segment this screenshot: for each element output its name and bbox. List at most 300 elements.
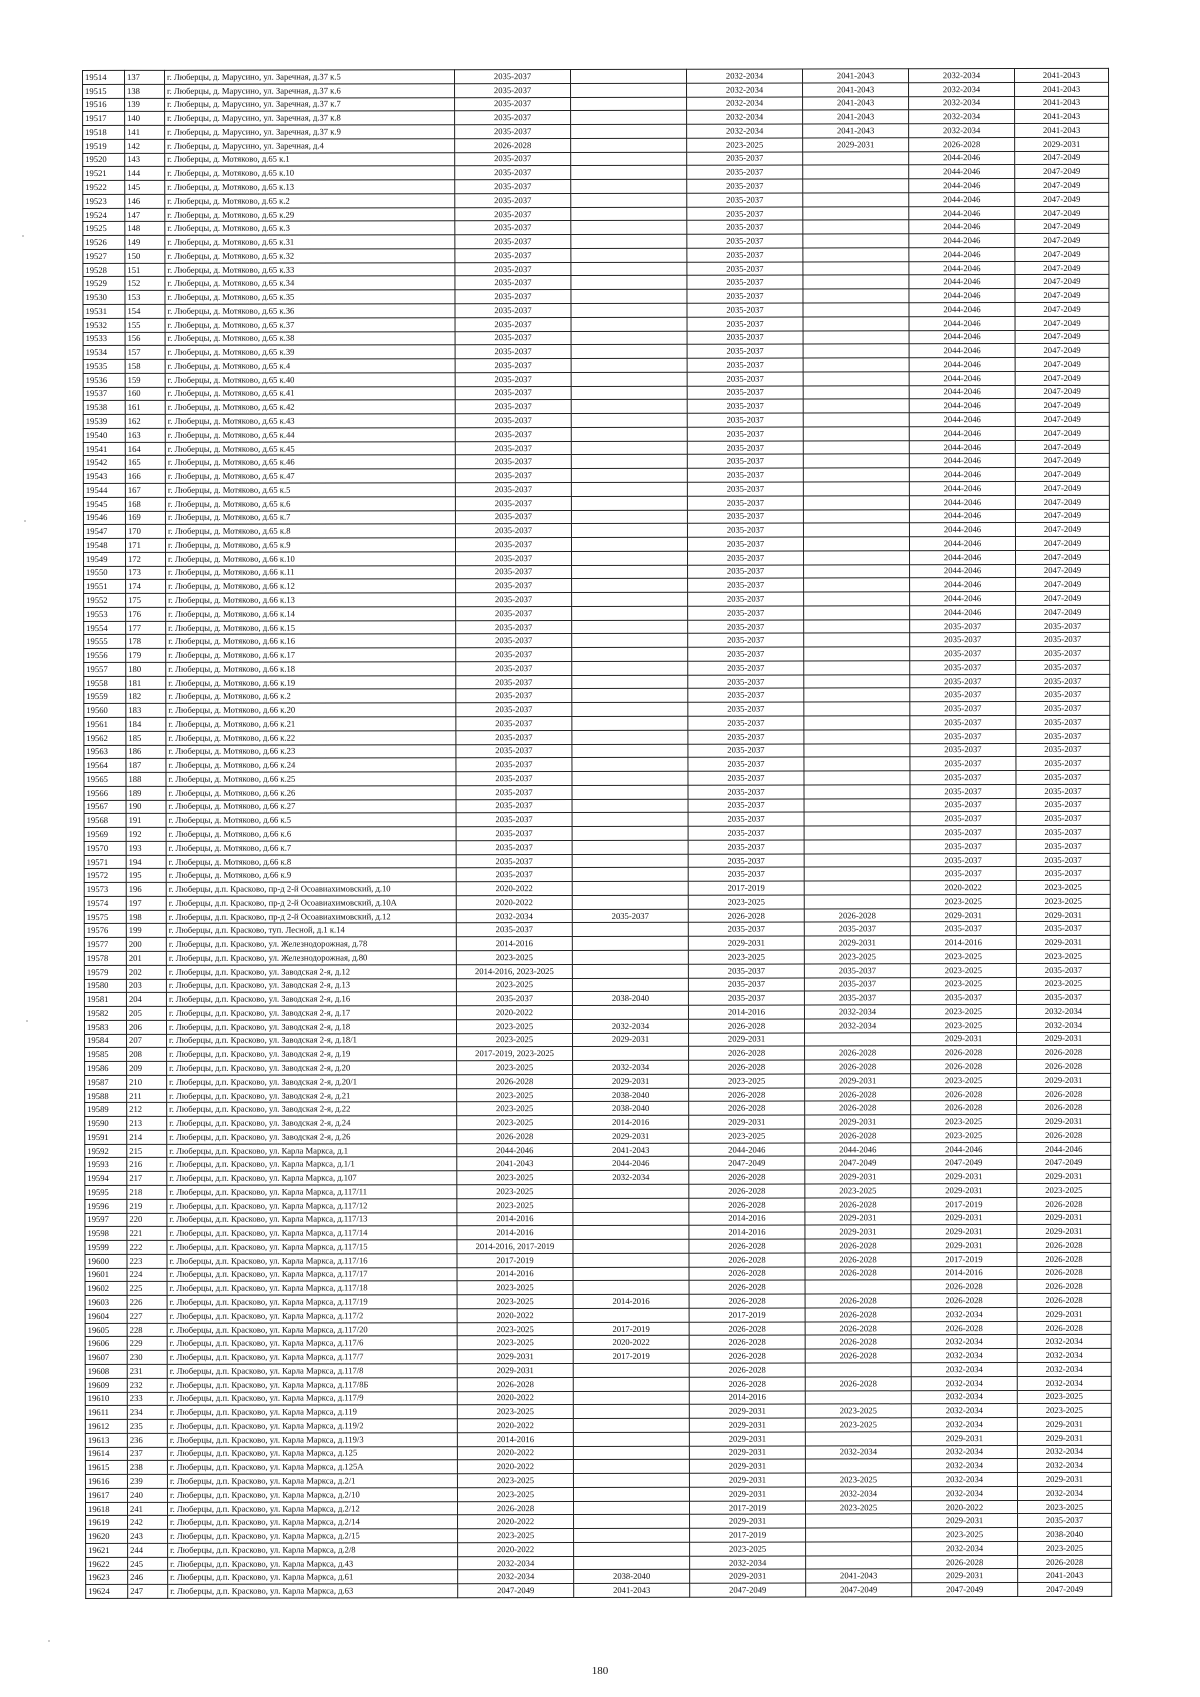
period-col5 (571, 303, 687, 317)
period-col4: 2023-2025 (457, 1102, 573, 1116)
row-seq: 159 (125, 373, 165, 387)
address-cell: г. Люберцы, д. Марусино, ул. Заречная, д.37 к.9 (165, 125, 455, 139)
address-cell: г. Люберцы, д.п. Красково, ул. Карла Маркса, д.125А (167, 1460, 457, 1474)
address-cell: г. Люберцы, д. Мотяково, д.66 к.13 (166, 593, 456, 607)
row-seq: 239 (127, 1474, 167, 1488)
period-col9: 2035-2037 (1016, 825, 1110, 839)
period-col5 (571, 248, 687, 262)
address-cell: г. Люберцы, д. Марусино, ул. Заречная, д.4 (165, 139, 455, 153)
period-col6: 2035-2037 (688, 606, 804, 620)
period-col9: 2047-2049 (1018, 1583, 1112, 1597)
period-col8: 2044-2046 (909, 179, 1015, 193)
period-col6: 2026-2028 (689, 1088, 805, 1102)
period-col9: 2032-2034 (1017, 1445, 1111, 1459)
period-col7 (803, 358, 909, 372)
period-col6: 2035-2037 (688, 799, 804, 813)
row-seq: 176 (126, 607, 166, 621)
period-col8: 2035-2037 (910, 771, 1016, 785)
period-col8: 2044-2046 (909, 426, 1015, 440)
period-col9: 2029-2031 (1017, 1472, 1111, 1486)
address-cell: г. Люберцы, д. Мотяково, д.65 к.13 (165, 180, 455, 194)
address-cell: г. Люберцы, д. Мотяково, д.65 к.34 (165, 276, 455, 290)
row-seq: 183 (126, 704, 166, 718)
period-col7 (805, 1032, 911, 1046)
period-col7: 2041-2043 (806, 1569, 912, 1583)
period-col8: 2032-2034 (912, 1541, 1018, 1555)
row-id: 19603 (85, 1296, 127, 1310)
period-col4: 2023-2025 (457, 1171, 573, 1185)
period-col5 (572, 978, 688, 992)
period-col7 (804, 743, 910, 757)
table-body (83, 68, 1112, 1598)
period-col7: 2044-2046 (805, 1142, 911, 1156)
period-col9: 2047-2049 (1015, 385, 1109, 399)
row-id: 19582 (84, 1006, 126, 1020)
row-seq: 163 (125, 428, 165, 442)
period-col4: 2023-2025 (457, 1336, 573, 1350)
row-id: 19593 (85, 1158, 127, 1172)
period-col6: 2035-2037 (687, 220, 803, 234)
period-col8: 2035-2037 (910, 702, 1016, 716)
row-seq: 144 (125, 167, 165, 181)
row-seq: 140 (125, 112, 165, 126)
period-col9: 2023-2025 (1017, 1500, 1111, 1514)
period-col6: 2026-2028 (689, 1377, 805, 1391)
period-col4: 2020-2022 (457, 1446, 573, 1460)
period-col4: 2035-2037 (456, 689, 572, 703)
period-col6: 2035-2037 (688, 922, 804, 936)
period-col6: 2026-2028 (689, 1060, 805, 1074)
period-col9: 2035-2037 (1018, 1514, 1112, 1528)
period-col8: 2035-2037 (910, 853, 1016, 867)
period-col6: 2017-2019 (688, 881, 804, 895)
period-col8: 2035-2037 (910, 647, 1016, 661)
period-col6: 2035-2037 (688, 661, 804, 675)
address-cell: г. Люберцы, д.п. Красково, ул. Заводская 2-я, д.13 (166, 978, 456, 992)
address-cell: г. Люберцы, д. Мотяково, д.65 к.44 (165, 428, 455, 442)
period-col7 (803, 523, 909, 537)
period-col5 (572, 936, 688, 950)
period-col5: 2017-2019 (573, 1349, 689, 1363)
period-col6: 2026-2028 (689, 1170, 805, 1184)
period-col9: 2023-2025 (1018, 1541, 1112, 1555)
period-col9: 2026-2028 (1017, 1101, 1111, 1115)
period-col7 (806, 1514, 912, 1528)
row-seq: 217 (127, 1172, 167, 1186)
scan-speck (24, 520, 26, 522)
period-col4: 2035-2037 (455, 317, 571, 331)
period-col9: 2041-2043 (1014, 68, 1108, 82)
row-seq: 162 (125, 414, 165, 428)
period-col6: 2035-2037 (687, 372, 803, 386)
period-col4: 2023-2025 (456, 1019, 572, 1033)
period-col5 (571, 496, 687, 510)
address-cell: г. Люберцы, д. Мотяково, д.66 к.18 (166, 662, 456, 676)
period-col8: 2032-2034 (911, 1376, 1017, 1390)
period-col6: 2029-2031 (690, 1514, 806, 1528)
period-col6: 2035-2037 (687, 193, 803, 207)
period-col8: 2035-2037 (910, 812, 1016, 826)
row-id: 19617 (85, 1488, 127, 1502)
address-cell: г. Люберцы, д.п. Красково, ул. Карла Маркса, д.2/10 (167, 1488, 457, 1502)
row-id: 19571 (84, 855, 126, 869)
period-col6: 2029-2031 (689, 1033, 805, 1047)
period-col7 (804, 661, 910, 675)
period-col7: 2026-2028 (805, 1129, 911, 1143)
period-col8: 2032-2034 (911, 1363, 1017, 1377)
period-col9: 2035-2037 (1016, 647, 1110, 661)
period-col5 (573, 1418, 689, 1432)
address-cell: г. Люберцы, д.п. Красково, ул. Карла Маркса, д.117/19 (167, 1295, 457, 1309)
period-col7: 2026-2028 (805, 1239, 911, 1253)
period-col6: 2035-2037 (688, 854, 804, 868)
period-col6: 2035-2037 (687, 344, 803, 358)
period-col6: 2035-2037 (687, 399, 803, 413)
period-col8: 2035-2037 (910, 867, 1016, 881)
period-col5: 2041-2043 (573, 1143, 689, 1157)
period-col9: 2047-2049 (1015, 206, 1109, 220)
row-seq: 202 (126, 965, 166, 979)
row-id: 19581 (84, 993, 126, 1007)
period-col9: 2035-2037 (1016, 743, 1110, 757)
period-col9: 2035-2037 (1016, 619, 1110, 633)
row-id: 19574 (84, 896, 126, 910)
row-seq: 145 (125, 180, 165, 194)
period-col4: 2035-2037 (456, 661, 572, 675)
period-col9: 2035-2037 (1016, 633, 1110, 647)
row-seq: 205 (126, 1006, 166, 1020)
row-seq: 223 (127, 1254, 167, 1268)
period-col9: 2026-2028 (1017, 1059, 1111, 1073)
period-col5 (571, 372, 687, 386)
period-col8: 2044-2046 (909, 206, 1015, 220)
period-col7 (804, 688, 910, 702)
period-col7: 2026-2028 (805, 1349, 911, 1363)
period-col4: 2035-2037 (455, 386, 571, 400)
row-seq: 178 (126, 635, 166, 649)
address-cell: г. Люберцы, д. Марусино, ул. Заречная, д.37 к.7 (165, 97, 455, 111)
period-col9: 2032-2034 (1017, 1335, 1111, 1349)
row-id: 19523 (83, 194, 125, 208)
period-col4: 2035-2037 (455, 469, 571, 483)
period-col8: 2026-2028 (911, 1294, 1017, 1308)
period-col9: 2035-2037 (1016, 674, 1110, 688)
row-id: 19576 (84, 924, 126, 938)
row-id: 19583 (84, 1020, 126, 1034)
row-seq: 180 (126, 662, 166, 676)
period-col8: 2044-2046 (909, 330, 1015, 344)
address-cell: г. Люберцы, д. Мотяково, д.66 к.11 (166, 565, 456, 579)
row-seq: 207 (127, 1034, 167, 1048)
period-col7 (803, 344, 909, 358)
address-cell: г. Люберцы, д. Мотяково, д.66 к.6 (166, 827, 456, 841)
period-col4: 2035-2037 (456, 785, 572, 799)
row-id: 19599 (85, 1240, 127, 1254)
period-col8: 2035-2037 (910, 729, 1016, 743)
period-col4: 2035-2037 (455, 290, 571, 304)
period-col9: 2035-2037 (1016, 702, 1110, 716)
period-col8: 2029-2031 (912, 1514, 1018, 1528)
period-col8: 2032-2034 (911, 1418, 1017, 1432)
period-col5 (571, 276, 687, 290)
period-col5: 2035-2037 (572, 909, 688, 923)
period-col5 (572, 592, 688, 606)
period-col7: 2023-2025 (804, 950, 910, 964)
period-col4: 2035-2037 (455, 166, 571, 180)
period-col9: 2026-2028 (1017, 1046, 1111, 1060)
period-col9: 2032-2034 (1016, 1004, 1110, 1018)
address-cell: г. Люберцы, д.п. Красково, туп. Лесной, д.1 к.14 (166, 923, 456, 937)
row-id: 19580 (84, 979, 126, 993)
period-col6: 2035-2037 (687, 248, 803, 262)
period-col9: 2047-2049 (1015, 426, 1109, 440)
period-col5 (572, 868, 688, 882)
row-seq: 149 (125, 236, 165, 250)
period-col5: 2038-2040 (573, 1102, 689, 1116)
address-cell: г. Люберцы, д. Марусино, ул. Заречная, д.37 к.8 (165, 111, 455, 125)
period-col6: 2026-2028 (689, 1267, 805, 1281)
row-id: 19521 (83, 167, 125, 181)
period-col8: 2023-2025 (910, 1018, 1016, 1032)
period-col6: 2035-2037 (688, 964, 804, 978)
period-col4: 2020-2022 (457, 1391, 573, 1405)
period-col4: 2014-2016 (457, 1432, 573, 1446)
period-col7 (804, 881, 910, 895)
row-seq: 139 (125, 98, 165, 112)
period-col9: 2035-2037 (1016, 757, 1110, 771)
period-col7 (804, 619, 910, 633)
period-col6: 2035-2037 (687, 331, 803, 345)
period-col9: 2026-2028 (1017, 1293, 1111, 1307)
period-col9: 2023-2025 (1016, 894, 1110, 908)
period-col7 (805, 1459, 911, 1473)
period-col5 (573, 1253, 689, 1267)
period-col5 (573, 1198, 689, 1212)
period-col4: 2035-2037 (455, 125, 571, 139)
period-col8: 2029-2031 (911, 1211, 1017, 1225)
row-id: 19545 (83, 497, 125, 511)
period-col7 (804, 606, 910, 620)
period-col7: 2026-2028 (805, 1308, 911, 1322)
row-id: 19531 (83, 304, 125, 318)
period-col6: 2029-2031 (689, 1487, 805, 1501)
period-col4: 2023-2025 (457, 1116, 573, 1130)
period-col8: 2044-2046 (910, 564, 1016, 578)
period-col4: 2032-2034 (458, 1570, 574, 1584)
period-col5 (571, 193, 687, 207)
period-col9: 2023-2025 (1016, 949, 1110, 963)
row-id: 19529 (83, 277, 125, 291)
period-col4: 2026-2028 (457, 1129, 573, 1143)
period-col6: 2014-2016 (689, 1212, 805, 1226)
period-col8: 2035-2037 (910, 716, 1016, 730)
period-col7 (803, 275, 909, 289)
period-col6: 2035-2037 (687, 413, 803, 427)
period-col4: 2014-2016 (457, 1267, 573, 1281)
period-col5 (572, 799, 688, 813)
period-col7: 2026-2028 (805, 1046, 911, 1060)
period-col7: 2026-2028 (805, 1266, 911, 1280)
row-seq: 209 (127, 1061, 167, 1075)
address-cell: г. Люберцы, д.п. Красково, ул. Карла Маркса, д.117/17 (167, 1267, 457, 1281)
period-col7: 2041-2043 (803, 124, 909, 138)
row-id: 19526 (83, 236, 125, 250)
period-col8: 2029-2031 (910, 908, 1016, 922)
period-col7: 2041-2043 (803, 110, 909, 124)
row-id: 19537 (83, 387, 125, 401)
address-cell: г. Люберцы, д.п. Красково, ул. Железнодорожная, д.78 (166, 937, 456, 951)
period-col9: 2047-2049 (1017, 1156, 1111, 1170)
period-col4: 2035-2037 (456, 579, 572, 593)
period-col7 (804, 674, 910, 688)
period-col7 (803, 330, 909, 344)
period-col7: 2035-2037 (804, 991, 910, 1005)
period-col9: 2047-2049 (1015, 440, 1109, 454)
period-col4: 2014-2016 (457, 1226, 573, 1240)
row-id: 19558 (84, 676, 126, 690)
address-cell: г. Люберцы, д.п. Красково, ул. Карла Маркса, д.63 (168, 1584, 458, 1598)
period-col7 (803, 220, 909, 234)
row-id: 19530 (83, 291, 125, 305)
row-id: 19525 (83, 222, 125, 236)
period-col9: 2026-2028 (1018, 1555, 1112, 1569)
period-col6: 2035-2037 (687, 275, 803, 289)
address-cell: г. Люберцы, д.п. Красково, ул. Карла Маркса, д.117/12 (167, 1198, 457, 1212)
period-col9: 2029-2031 (1017, 1307, 1111, 1321)
period-col8: 2044-2046 (909, 482, 1015, 496)
address-cell: г. Люберцы, д. Мотяково, д.65 к.1 (165, 152, 455, 166)
row-seq: 168 (125, 497, 165, 511)
period-col9: 2029-2031 (1016, 908, 1110, 922)
row-seq: 219 (127, 1199, 167, 1213)
period-col6: 2023-2025 (689, 1074, 805, 1088)
row-seq: 222 (127, 1240, 167, 1254)
period-col5 (572, 744, 688, 758)
period-col7: 2029-2031 (805, 1074, 911, 1088)
address-cell: г. Люберцы, д. Мотяково, д.66 к.14 (166, 607, 456, 621)
period-col8: 2044-2046 (911, 1142, 1017, 1156)
period-col5 (571, 482, 687, 496)
period-col8: 2032-2034 (911, 1404, 1017, 1418)
period-col4: 2035-2037 (456, 840, 572, 854)
period-col8: 2023-2025 (911, 1115, 1017, 1129)
address-cell: г. Люберцы, д. Мотяково, д.65 к.29 (165, 207, 455, 221)
period-col7 (804, 702, 910, 716)
address-cell: г. Люберцы, д.п. Красково, ул. Карла Маркса, д.2/15 (168, 1529, 458, 1543)
period-col4: 2035-2037 (455, 276, 571, 290)
scan-speck (22, 235, 24, 237)
period-col9: 2026-2028 (1017, 1321, 1111, 1335)
period-col8: 2035-2037 (910, 991, 1016, 1005)
period-col5 (572, 923, 688, 937)
address-cell: г. Люберцы, д. Мотяково, д.66 к.22 (166, 730, 456, 744)
period-col8: 2029-2031 (911, 1225, 1017, 1239)
period-col9: 2044-2046 (1017, 1142, 1111, 1156)
address-cell: г. Люберцы, д. Мотяково, д.65 к.2 (165, 194, 455, 208)
row-seq: 214 (127, 1130, 167, 1144)
period-col5 (571, 468, 687, 482)
period-col6: 2029-2031 (689, 1446, 805, 1460)
period-col8: 2044-2046 (909, 289, 1015, 303)
row-seq: 154 (125, 304, 165, 318)
period-col8: 2044-2046 (909, 344, 1015, 358)
row-seq: 175 (126, 593, 166, 607)
period-col4: 2035-2037 (456, 634, 572, 648)
row-seq: 170 (125, 525, 165, 539)
period-col7 (803, 482, 909, 496)
period-col5 (573, 1460, 689, 1474)
period-col4: 2035-2037 (456, 620, 572, 634)
row-seq: 196 (126, 882, 166, 896)
period-col9: 2047-2049 (1015, 481, 1109, 495)
period-col4: 2035-2037 (455, 414, 571, 428)
period-col5 (572, 758, 688, 772)
period-col9: 2047-2049 (1015, 468, 1109, 482)
row-seq: 246 (128, 1571, 168, 1585)
period-col7 (804, 785, 910, 799)
period-col5 (571, 510, 687, 524)
period-col5 (573, 1267, 689, 1281)
period-col6: 2032-2034 (690, 1556, 806, 1570)
period-col9: 2047-2049 (1015, 509, 1109, 523)
period-col9: 2038-2040 (1018, 1528, 1112, 1542)
period-col5 (573, 1404, 689, 1418)
period-col5: 2014-2016 (573, 1294, 689, 1308)
period-col5 (573, 1377, 689, 1391)
period-col9: 2035-2037 (1016, 991, 1110, 1005)
period-col7 (805, 1363, 911, 1377)
period-col9: 2047-2049 (1016, 591, 1110, 605)
address-cell: г. Люберцы, д. Мотяково, д.66 к.25 (166, 772, 456, 786)
address-cell: г. Люберцы, д. Мотяково, д.65 к.39 (165, 345, 455, 359)
period-col9: 2029-2031 (1017, 1225, 1111, 1239)
period-col6: 2035-2037 (687, 523, 803, 537)
period-col8: 2026-2028 (911, 1280, 1017, 1294)
period-col4: 2026-2028 (457, 1501, 573, 1515)
period-col9: 2023-2025 (1017, 1404, 1111, 1418)
period-col4: 2035-2037 (455, 524, 571, 538)
period-col7 (803, 248, 909, 262)
row-id: 19528 (83, 263, 125, 277)
row-seq: 161 (125, 401, 165, 415)
period-col7: 2023-2025 (805, 1418, 911, 1432)
period-col4: 2023-2025 (457, 1487, 573, 1501)
period-col8: 2047-2049 (911, 1156, 1017, 1170)
period-col9: 2047-2049 (1015, 330, 1109, 344)
row-id: 19549 (84, 552, 126, 566)
row-id: 19568 (84, 814, 126, 828)
period-col8: 2044-2046 (909, 303, 1015, 317)
row-id: 19562 (84, 731, 126, 745)
period-col5 (572, 771, 688, 785)
period-col6: 2026-2028 (689, 1046, 805, 1060)
period-col4: 2020-2022 (457, 1460, 573, 1474)
row-seq: 242 (128, 1516, 168, 1530)
row-id: 19586 (85, 1062, 127, 1076)
row-id: 19621 (86, 1543, 128, 1557)
period-col8: 2044-2046 (909, 371, 1015, 385)
period-col4: 2044-2046 (457, 1143, 573, 1157)
period-col4: 2032-2034 (456, 909, 572, 923)
period-col6: 2026-2028 (688, 909, 804, 923)
period-col8: 2029-2031 (911, 1184, 1017, 1198)
period-col4: 2035-2037 (456, 772, 572, 786)
period-col4: 2035-2037 (456, 744, 572, 758)
period-col8: 2023-2025 (911, 1128, 1017, 1142)
period-col7 (804, 730, 910, 744)
row-seq: 198 (126, 910, 166, 924)
address-cell: г. Люберцы, д. Мотяково, д.66 к.16 (166, 634, 456, 648)
